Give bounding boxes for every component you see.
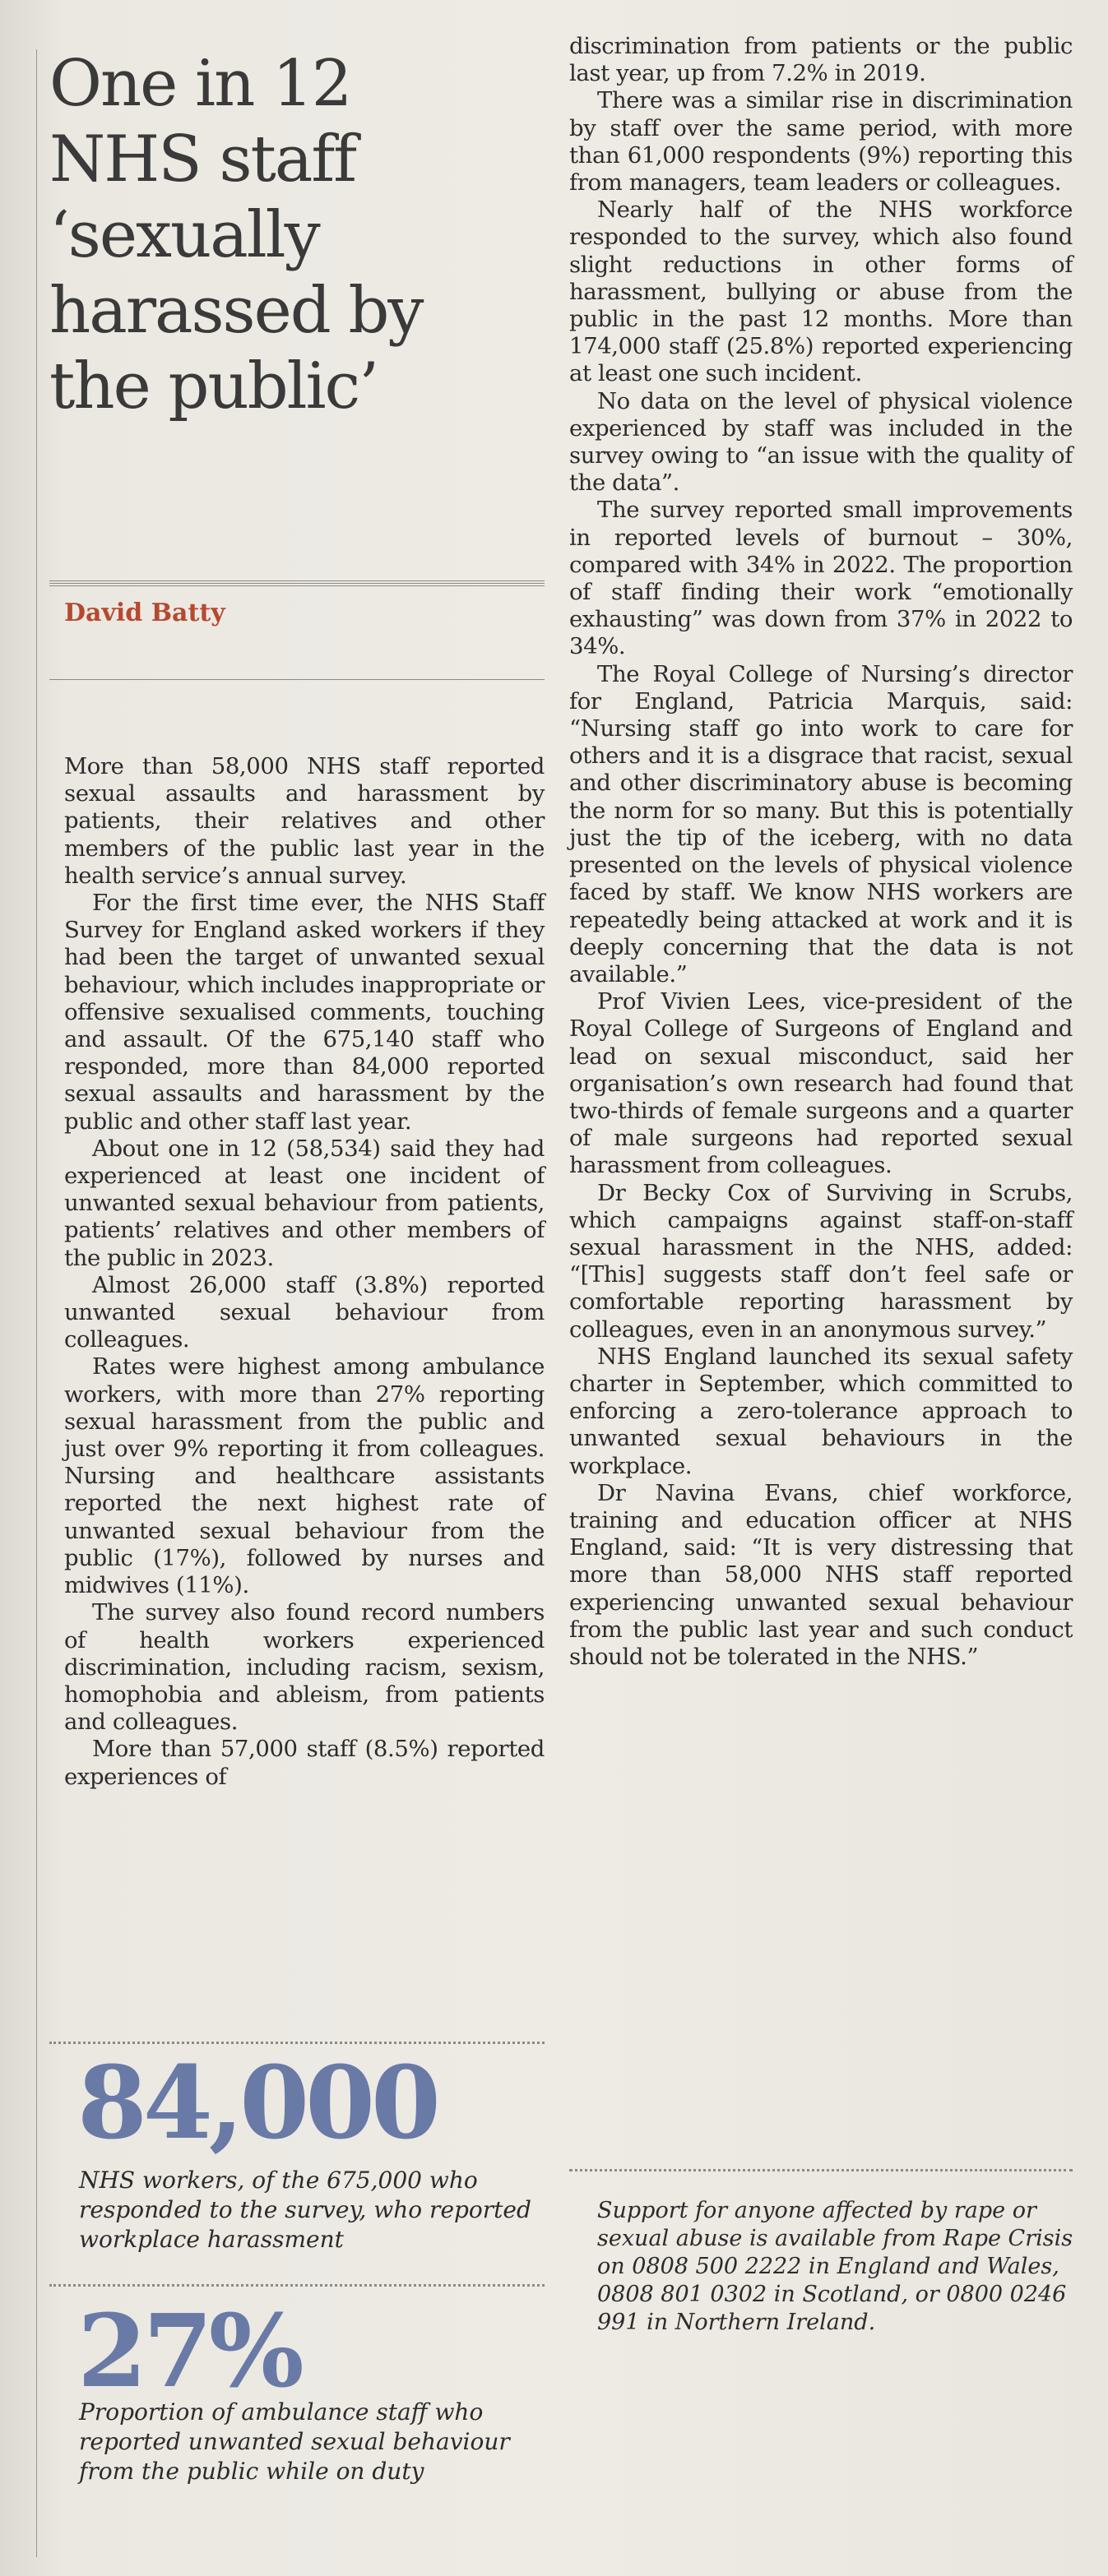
headline: One in 12 NHS staff ‘sexually harassed by the public’ xyxy=(49,47,423,423)
paragraph: No data on the level of physical violence experienced by staff was included in the survey owing to “an issue with the quality of the data”. xyxy=(569,387,1073,497)
paragraph: NHS England launched its sexual safety charter in September, which committed to enforcing a zero-tolerance approach to unwanted sexual behaviours in the workplace. xyxy=(569,1343,1073,1479)
body-text-right xyxy=(569,33,1073,1671)
stat-caption: NHS workers, of the 675,000 who responded to the survey, who reported workplace harassment xyxy=(79,2167,531,2253)
paragraph: Dr Becky Cox of Surviving in Scrubs, which campaigns against staff-on-staff sexual harassment in the NHS, added: “[This] suggests staff don’t feel safe or comfortable reporting harassment by colleagues, even in an anonymous survey.” xyxy=(569,1179,1073,1343)
support-note: Support for anyone affected by rape or sexual abuse is available from Rape Crisis on 0808 500 2222 in England and Wales, 0808 801 0302 in Scotland, or 0800 0246 991 in Northern Ireland. xyxy=(597,2198,1073,2335)
left-column xyxy=(49,46,548,2570)
stat-value: 27% xyxy=(77,2292,300,2410)
paragraph: More than 58,000 NHS staff reported sexual assaults and harassment by patients, their relatives and other members of the public last year in the health service’s annual survey. xyxy=(64,753,545,889)
column-divider-left xyxy=(36,49,37,2557)
paragraph: The survey also found record numbers of health workers experienced discrimination, including racism, sexism, homophobia and ableism, from patients and colleagues. xyxy=(64,1599,545,1736)
stat-value: 84,000 xyxy=(77,2043,437,2162)
paragraph: More than 57,000 staff (8.5%) reported experiences of xyxy=(64,1736,545,1790)
paragraph: Dr Navina Evans, chief workforce, training and education officer at NHS England, said: “It is very distressing that more than 58,000 NHS staff reported experiencing unwanted sexual behaviour from the public last year and such conduct should not be tolerated in the NHS.” xyxy=(569,1479,1073,1670)
byline-rule-top xyxy=(49,580,545,588)
paragraph: Nearly half of the NHS workforce responded to the survey, which also found slight reductions in other forms of harassment, bullying or abuse from the public in the past 12 months. More than 174,000 staff (25.8%) reported experiencing at least one such incident. xyxy=(569,197,1073,387)
paragraph: discrimination from patients or the public last year, up from 7.2% in 2019. xyxy=(569,33,1073,87)
stat-rule xyxy=(49,2284,545,2287)
support-note-rule xyxy=(569,2169,1073,2171)
paragraph: Almost 26,000 staff (3.8%) reported unwanted sexual behaviour from colleagues. xyxy=(64,1271,545,1353)
paragraph: The Royal College of Nursing’s director for England, Patricia Marquis, said: “Nursing staff go into work to care for others and it is a disgrace that racist, sexual and other discriminatory abuse is becoming the norm for so many. But this is potentially just the tip of the iceberg, with no data presented on the levels of physical violence faced by staff. We know NHS workers are repeatedly being attacked at work and it is deeply concerning that the data is not available.” xyxy=(569,660,1073,987)
byline: David Batty xyxy=(64,599,225,627)
byline-rule-bottom xyxy=(49,679,545,680)
paragraph: Rates were highest among ambulance workers, with more than 27% reporting sexual harassment from the public and just over 9% reporting it from colleagues. Nursing and healthcare assistants reported the next highest rate of unwanted sexual behaviour from the public (17%), followed by nurses and midwives (11%). xyxy=(64,1353,545,1599)
stat-caption: Proportion of ambulance staff who reported unwanted sexual behaviour from the public while on duty xyxy=(79,2398,510,2485)
paragraph: For the first time ever, the NHS Staff Survey for England asked workers if they had been the target of unwanted sexual behaviour, which includes inappropriate or offensive sexualised comments, touching and assault. Of the 675,140 staff who responded, more than 84,000 reported sexual assaults and harassment by the public and other staff last year. xyxy=(64,890,545,1135)
paragraph: The survey reported small improvements in reported levels of burnout – 30%, compared with 34% in 2022. The proportion of staff finding their work “emotionally exhausting” was down from 37% in 2022 to 34%. xyxy=(569,497,1073,660)
paragraph: There was a similar rise in discrimination by staff over the same period, with more than 61,000 respondents (9%) reporting this from managers, team leaders or colleagues. xyxy=(569,87,1073,197)
paragraph: About one in 12 (58,534) said they had experienced at least one incident of unwanted sexual behaviour from patients, patients’ relatives and other members of the public in 2023. xyxy=(64,1135,545,1271)
body-text-left xyxy=(64,753,545,1791)
paragraph: Prof Vivien Lees, vice-president of the Royal College of Surgeons of England and lead on sexual misconduct, said her organisation’s own research had found that two-thirds of female surgeons and a quarter of male surgeons had reported sexual harassment from colleagues. xyxy=(569,988,1073,1179)
